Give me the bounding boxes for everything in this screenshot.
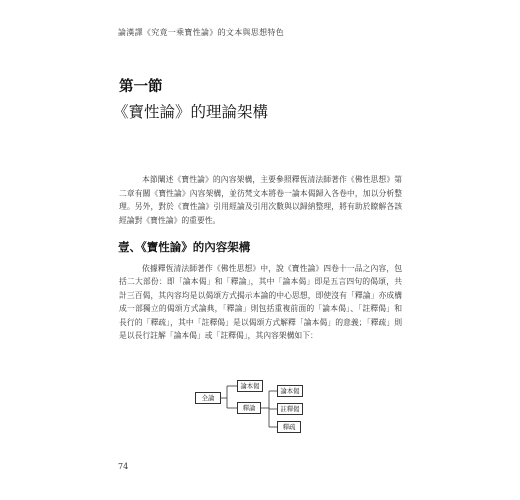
section-title: 《寶性論》的理論架構 (113, 103, 269, 121)
diagram-node-commentary: 釋論 (237, 402, 261, 414)
body-paragraph: 依據釋恆清法師著作《佛性思想》中，說《寶性論》四卷十一品之內容，包括二大部份：即「論本偈」和「釋論」，其中「論本偈」即是五言四句的偈頌，共計三百偈，其內容均是以偈頌方式揭示本論的中心思想，即使沒有「釋論」亦成構成一部獨立的偈頌方式論典，「釋論」則包括重複前面的「論本偈」、「註釋偈」和長行的「釋疏」，其中「註釋偈」是以偈頌方式解釋「論本偈」的意義；「釋疏」則是以長行註解「論本偈」或「註釋偈」，其內容架構如下： (119, 264, 402, 341)
page-number: 74 (118, 462, 129, 471)
diagram-node-root: 全論 (195, 392, 221, 404)
running-header: 論漢譯《究竟一乘寶性論》的文本與思想特色 (118, 28, 284, 37)
structure-diagram (195, 380, 330, 440)
subsection-heading: 壹、《寶性論》的內容架構 (118, 240, 251, 254)
intro-paragraph: 本節闡述《寶性論》的內容架構，主要參照釋恆清法師著作《佛性思想》第二章有關《寶性論》內容架構，並彷梵文本將卷一論本偈歸入各卷中，加以分析整理。另外，對於《寶性論》引用經論及引用次數與以歸納整理，將有助於瞭解各該經論對《寶性論》的重要性。 (119, 175, 402, 225)
diagram-node-verse-repeat: 論本偈 (277, 385, 303, 397)
diagram-node-prose-commentary: 釋疏 (277, 421, 301, 433)
section-label: 第一節 (119, 78, 163, 95)
diagram-node-annotation-verse: 註釋偈 (277, 403, 303, 415)
diagram-node-verse: 論本偈 (237, 380, 263, 392)
